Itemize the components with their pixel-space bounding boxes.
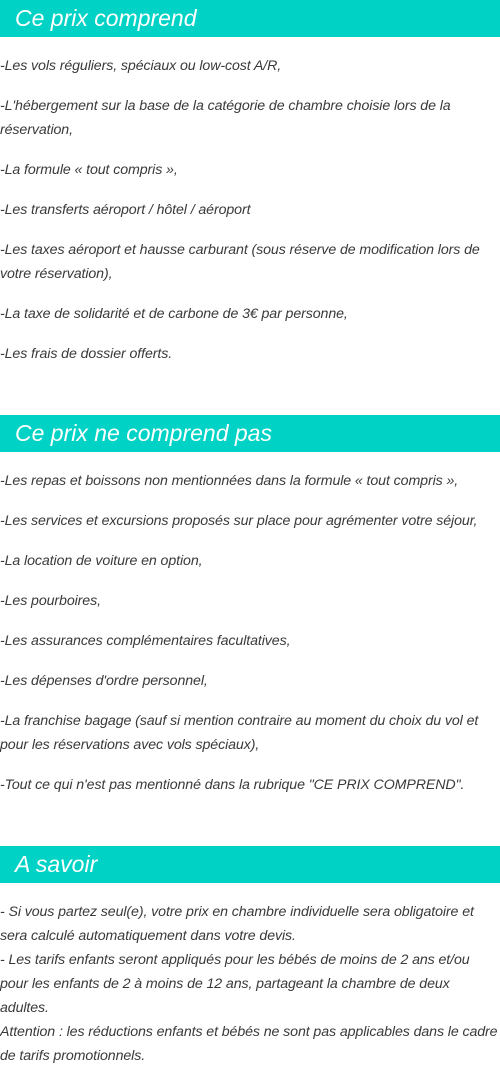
not-included-list — [0, 469, 500, 813]
note-item: Attention : les réductions enfants et bébés ne sont pas applicables dans le cadre de tarifs promotionnels. — [0, 1024, 498, 1064]
section-header-ce-prix-comprend: Ce prix comprend — [0, 0, 500, 37]
list-item: -La franchise bagage (sauf si mention contraire au moment du choix du vol et pour les réservations avec vols spéciaux), — [0, 713, 479, 753]
list-item: -Tout ce qui n'est pas mentionné dans la rubrique "CE PRIX COMPREND". — [0, 777, 465, 793]
list-item: -Les services et excursions proposés sur place pour agrémenter votre séjour, — [0, 513, 478, 529]
list-item: -Les dépenses d'ordre personnel, — [0, 673, 208, 689]
list-item: -La location de voiture en option, — [0, 553, 203, 569]
list-item: -La taxe de solidarité et de carbone de 3€ par personne, — [0, 306, 348, 322]
list-item: -L'hébergement sur la base de la catégorie de chambre choisie lors de la réservation, — [0, 98, 451, 138]
list-item: -Les taxes aéroport et hausse carburant (sous réserve de modification lors de votre réservation), — [0, 242, 480, 282]
list-item: -La formule « tout compris », — [0, 162, 178, 178]
note-item: - Les tarifs enfants seront appliqués pour les bébés de moins de 2 ans et/ou pour les enfants de 2 à moins de 12 ans, partageant la chambre de deux adultes. — [0, 952, 470, 1016]
section-header-a-savoir: A savoir — [0, 846, 500, 883]
list-item: -Les transferts aéroport / hôtel / aéroport — [0, 202, 251, 218]
list-item: -Les vols réguliers, spéciaux ou low-cost A/R, — [0, 58, 282, 74]
note-item: - Si vous partez seul(e), votre prix en chambre individuelle sera obligatoire et sera calculé automatiquement dans votre devis. — [0, 904, 474, 944]
included-list — [0, 54, 500, 382]
list-item: -Les assurances complémentaires facultatives, — [0, 633, 291, 649]
list-item: -Les pourboires, — [0, 593, 101, 609]
section-header-ce-prix-ne-comprend-pas: Ce prix ne comprend pas — [0, 415, 500, 452]
list-item: -Les frais de dossier offerts. — [0, 346, 173, 362]
list-item: -Les repas et boissons non mentionnées dans la formule « tout compris », — [0, 473, 459, 489]
